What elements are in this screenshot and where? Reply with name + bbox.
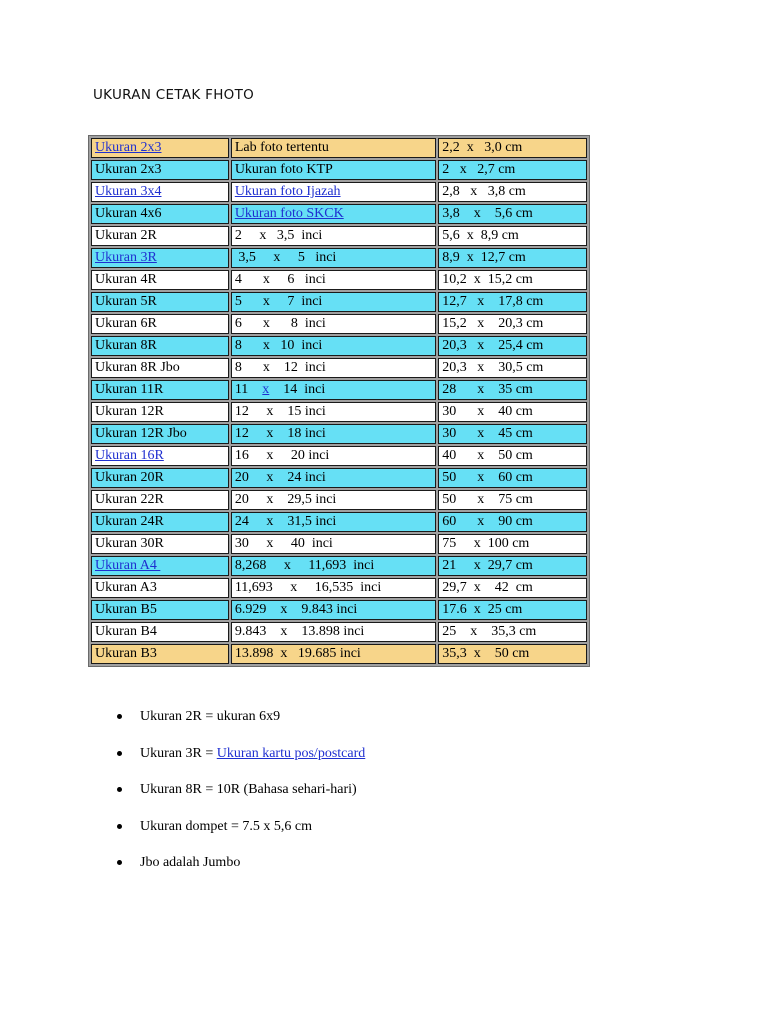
size-name-cell bbox=[91, 622, 229, 642]
size-cm-cell bbox=[438, 248, 587, 268]
table-row bbox=[91, 468, 587, 488]
table-row bbox=[91, 446, 587, 466]
cell-text: 75 x 100 cm bbox=[442, 536, 530, 551]
cell-text: Ukuran 12R Jbo bbox=[95, 426, 187, 441]
size-name-cell bbox=[91, 292, 229, 312]
size-cm-cell bbox=[438, 270, 587, 290]
size-name-cell bbox=[91, 380, 229, 400]
table-row bbox=[91, 490, 587, 510]
cell-text: Ukuran B3 bbox=[95, 646, 157, 661]
note-item bbox=[117, 818, 365, 855]
size-cm-cell bbox=[438, 424, 587, 444]
size-name-cell bbox=[91, 358, 229, 378]
cell-text: 11 bbox=[234, 382, 263, 397]
size-cm-cell bbox=[438, 380, 587, 400]
cell-text: Ukuran foto KTP bbox=[234, 162, 333, 177]
cell-text: Ukuran A3 bbox=[95, 580, 157, 595]
cell-text: 14 inci bbox=[269, 382, 326, 397]
cell-link[interactable]: Ukuran foto SKCK bbox=[234, 206, 344, 221]
cell-text: 8 x 12 inci bbox=[234, 360, 326, 375]
cell-text: Ukuran 30R bbox=[95, 536, 164, 551]
table-row bbox=[91, 358, 587, 378]
size-detail-cell bbox=[231, 270, 436, 290]
bullet-icon bbox=[117, 787, 122, 792]
size-detail-cell bbox=[231, 182, 436, 202]
cell-text: 2 x 2,7 cm bbox=[442, 162, 516, 177]
cell-text: 2,2 x 3,0 cm bbox=[442, 140, 523, 155]
size-name-cell bbox=[91, 578, 229, 598]
bullet-icon bbox=[117, 824, 122, 829]
cell-text: Ukuran 8R bbox=[95, 338, 157, 353]
table-row bbox=[91, 644, 587, 664]
cell-text: 21 x 29,7 cm bbox=[442, 558, 533, 573]
table-row bbox=[91, 556, 587, 576]
cell-link[interactable]: Ukuran 3x4 bbox=[95, 184, 162, 199]
page-title: UKURAN CETAK FHOTO bbox=[93, 87, 255, 103]
cell-text: 5,6 x 8,9 cm bbox=[442, 228, 519, 243]
size-cm-cell bbox=[438, 182, 587, 202]
size-name-cell bbox=[91, 248, 229, 268]
cell-text: 20 x 29,5 inci bbox=[234, 492, 337, 507]
cell-text: 10,2 x 15,2 cm bbox=[442, 272, 533, 287]
size-cm-cell bbox=[438, 402, 587, 422]
note-item bbox=[117, 854, 365, 891]
bullet-icon bbox=[117, 751, 122, 756]
cell-text: 24 x 31,5 inci bbox=[234, 514, 337, 529]
cell-text: 2 x 3,5 inci bbox=[234, 228, 323, 243]
table-row bbox=[91, 160, 587, 180]
note-text: Ukuran 2R = ukuran 6x9 bbox=[140, 709, 281, 724]
cell-text: 4 x 6 inci bbox=[234, 272, 326, 287]
cell-link[interactable]: Ukuran A4 bbox=[95, 558, 161, 573]
note-item bbox=[117, 745, 365, 782]
size-name-cell bbox=[91, 490, 229, 510]
cell-text: 40 x 50 cm bbox=[442, 448, 533, 463]
photo-size-table bbox=[88, 135, 590, 667]
size-name-cell bbox=[91, 138, 229, 158]
cell-text: Ukuran 2R bbox=[95, 228, 157, 243]
cell-text: Ukuran 11R bbox=[95, 382, 164, 397]
table-row bbox=[91, 270, 587, 290]
size-detail-cell bbox=[231, 556, 436, 576]
size-detail-cell bbox=[231, 578, 436, 598]
cell-text: 9.843 x 13.898 inci bbox=[234, 624, 365, 639]
cell-text: 30 x 40 inci bbox=[234, 536, 333, 551]
cell-text: 30 x 45 cm bbox=[442, 426, 533, 441]
size-name-cell bbox=[91, 314, 229, 334]
cell-text: 8,268 x 11,693 inci bbox=[234, 558, 375, 573]
table-row bbox=[91, 512, 587, 532]
size-name-cell bbox=[91, 644, 229, 664]
size-detail-cell bbox=[231, 292, 436, 312]
table-row bbox=[91, 424, 587, 444]
cell-text: Ukuran 4R bbox=[95, 272, 157, 287]
size-detail-cell bbox=[231, 622, 436, 642]
size-name-cell bbox=[91, 600, 229, 620]
cell-link[interactable]: Ukuran foto Ijazah bbox=[234, 184, 341, 199]
size-name-cell bbox=[91, 534, 229, 554]
size-cm-cell bbox=[438, 358, 587, 378]
cell-link[interactable]: x bbox=[262, 382, 270, 397]
note-text: Ukuran 8R = 10R (Bahasa sehari-hari) bbox=[140, 782, 357, 797]
table-row bbox=[91, 138, 587, 158]
size-detail-cell bbox=[231, 644, 436, 664]
cell-text: 12 x 18 inci bbox=[234, 426, 326, 441]
table-row bbox=[91, 182, 587, 202]
size-cm-cell bbox=[438, 204, 587, 224]
size-name-cell bbox=[91, 160, 229, 180]
cell-text: 3,5 x 5 inci bbox=[234, 250, 337, 265]
table-row bbox=[91, 314, 587, 334]
size-detail-cell bbox=[231, 336, 436, 356]
cell-text: 16 x 20 inci bbox=[234, 448, 330, 463]
table-row bbox=[91, 380, 587, 400]
cell-text: 8,9 x 12,7 cm bbox=[442, 250, 526, 265]
table-row bbox=[91, 292, 587, 312]
table-row bbox=[91, 226, 587, 246]
size-detail-cell bbox=[231, 248, 436, 268]
cell-text: 17.6 x 25 cm bbox=[442, 602, 523, 617]
cell-text: 30 x 40 cm bbox=[442, 404, 533, 419]
table-row bbox=[91, 248, 587, 268]
cell-text: 11,693 x 16,535 inci bbox=[234, 580, 382, 595]
cell-text: 3,8 x 5,6 cm bbox=[442, 206, 533, 221]
cell-text: Lab foto tertentu bbox=[234, 140, 329, 155]
size-detail-cell bbox=[231, 226, 436, 246]
size-name-cell bbox=[91, 402, 229, 422]
size-name-cell bbox=[91, 226, 229, 246]
cell-text: 13.898 x 19.685 inci bbox=[234, 646, 361, 661]
size-detail-cell bbox=[231, 512, 436, 532]
size-cm-cell bbox=[438, 556, 587, 576]
size-detail-cell bbox=[231, 402, 436, 422]
note-item bbox=[117, 781, 365, 818]
size-cm-cell bbox=[438, 468, 587, 488]
notes-list bbox=[117, 708, 365, 891]
table-row bbox=[91, 336, 587, 356]
note-text: Jbo adalah Jumbo bbox=[140, 855, 241, 870]
size-detail-cell bbox=[231, 358, 436, 378]
size-cm-cell bbox=[438, 226, 587, 246]
table-row bbox=[91, 600, 587, 620]
cell-text: 60 x 90 cm bbox=[442, 514, 533, 529]
size-detail-cell bbox=[231, 314, 436, 334]
size-name-cell bbox=[91, 512, 229, 532]
note-item bbox=[117, 708, 365, 745]
cell-text: Ukuran 5R bbox=[95, 294, 157, 309]
size-cm-cell bbox=[438, 314, 587, 334]
cell-text: 50 x 60 cm bbox=[442, 470, 533, 485]
cell-text: Ukuran B5 bbox=[95, 602, 157, 617]
cell-text: 6 x 8 inci bbox=[234, 316, 326, 331]
cell-text: 20 x 24 inci bbox=[234, 470, 326, 485]
cell-text: 29,7 x 42 cm bbox=[442, 580, 533, 595]
size-name-cell bbox=[91, 204, 229, 224]
size-detail-cell bbox=[231, 490, 436, 510]
note-link[interactable]: Ukuran kartu pos/postcard bbox=[216, 745, 366, 761]
cell-text: 28 x 35 cm bbox=[442, 382, 533, 397]
size-detail-cell bbox=[231, 160, 436, 180]
cell-text: 12,7 x 17,8 cm bbox=[442, 294, 544, 309]
cell-text: 20,3 x 30,5 cm bbox=[442, 360, 544, 375]
cell-text: Ukuran 24R bbox=[95, 514, 164, 529]
cell-text: 35,3 x 50 cm bbox=[442, 646, 530, 661]
size-cm-cell bbox=[438, 490, 587, 510]
cell-text: 8 x 10 inci bbox=[234, 338, 323, 353]
cell-text: Ukuran 20R bbox=[95, 470, 164, 485]
cell-text: 12 x 15 inci bbox=[234, 404, 326, 419]
size-detail-cell bbox=[231, 138, 436, 158]
size-name-cell bbox=[91, 468, 229, 488]
cell-text: Ukuran 22R bbox=[95, 492, 164, 507]
size-cm-cell bbox=[438, 622, 587, 642]
table-row bbox=[91, 534, 587, 554]
cell-link[interactable]: Ukuran 2x3 bbox=[95, 140, 162, 155]
table-row bbox=[91, 204, 587, 224]
cell-text: 5 x 7 inci bbox=[234, 294, 323, 309]
size-name-cell bbox=[91, 182, 229, 202]
cell-text: Ukuran 8R Jbo bbox=[95, 360, 180, 375]
size-name-cell bbox=[91, 446, 229, 466]
size-cm-cell bbox=[438, 292, 587, 312]
cell-text: Ukuran 4x6 bbox=[95, 206, 162, 221]
note-text: Ukuran 3R = bbox=[140, 745, 217, 761]
bullet-icon bbox=[117, 860, 122, 865]
cell-text: 25 x 35,3 cm bbox=[442, 624, 537, 639]
size-detail-cell bbox=[231, 534, 436, 554]
cell-link[interactable]: Ukuran 16R bbox=[95, 448, 164, 463]
cell-text: Ukuran B4 bbox=[95, 624, 157, 639]
size-cm-cell bbox=[438, 534, 587, 554]
cell-text: 2,8 x 3,8 cm bbox=[442, 184, 526, 199]
cell-text: 20,3 x 25,4 cm bbox=[442, 338, 544, 353]
size-name-cell bbox=[91, 270, 229, 290]
size-cm-cell bbox=[438, 446, 587, 466]
size-detail-cell bbox=[231, 204, 436, 224]
cell-text: 6.929 x 9.843 inci bbox=[234, 602, 358, 617]
size-name-cell bbox=[91, 336, 229, 356]
size-detail-cell bbox=[231, 380, 436, 400]
size-name-cell bbox=[91, 424, 229, 444]
bullet-icon bbox=[117, 714, 122, 719]
table-row bbox=[91, 578, 587, 598]
table-body bbox=[91, 138, 587, 664]
cell-text: Ukuran 12R bbox=[95, 404, 164, 419]
cell-text: 15,2 x 20,3 cm bbox=[442, 316, 544, 331]
cell-text: Ukuran 6R bbox=[95, 316, 157, 331]
table-row bbox=[91, 402, 587, 422]
cell-text: Ukuran 2x3 bbox=[95, 162, 162, 177]
size-cm-cell bbox=[438, 336, 587, 356]
size-cm-cell bbox=[438, 512, 587, 532]
table-row bbox=[91, 622, 587, 642]
size-detail-cell bbox=[231, 446, 436, 466]
cell-link[interactable]: Ukuran 3R bbox=[95, 250, 157, 265]
size-cm-cell bbox=[438, 160, 587, 180]
note-text: Ukuran dompet = 7.5 x 5,6 cm bbox=[140, 818, 312, 834]
size-cm-cell bbox=[438, 644, 587, 664]
size-cm-cell bbox=[438, 578, 587, 598]
size-detail-cell bbox=[231, 600, 436, 620]
size-cm-cell bbox=[438, 600, 587, 620]
size-detail-cell bbox=[231, 424, 436, 444]
size-detail-cell bbox=[231, 468, 436, 488]
cell-text: 50 x 75 cm bbox=[442, 492, 533, 507]
size-cm-cell bbox=[438, 138, 587, 158]
size-name-cell bbox=[91, 556, 229, 576]
